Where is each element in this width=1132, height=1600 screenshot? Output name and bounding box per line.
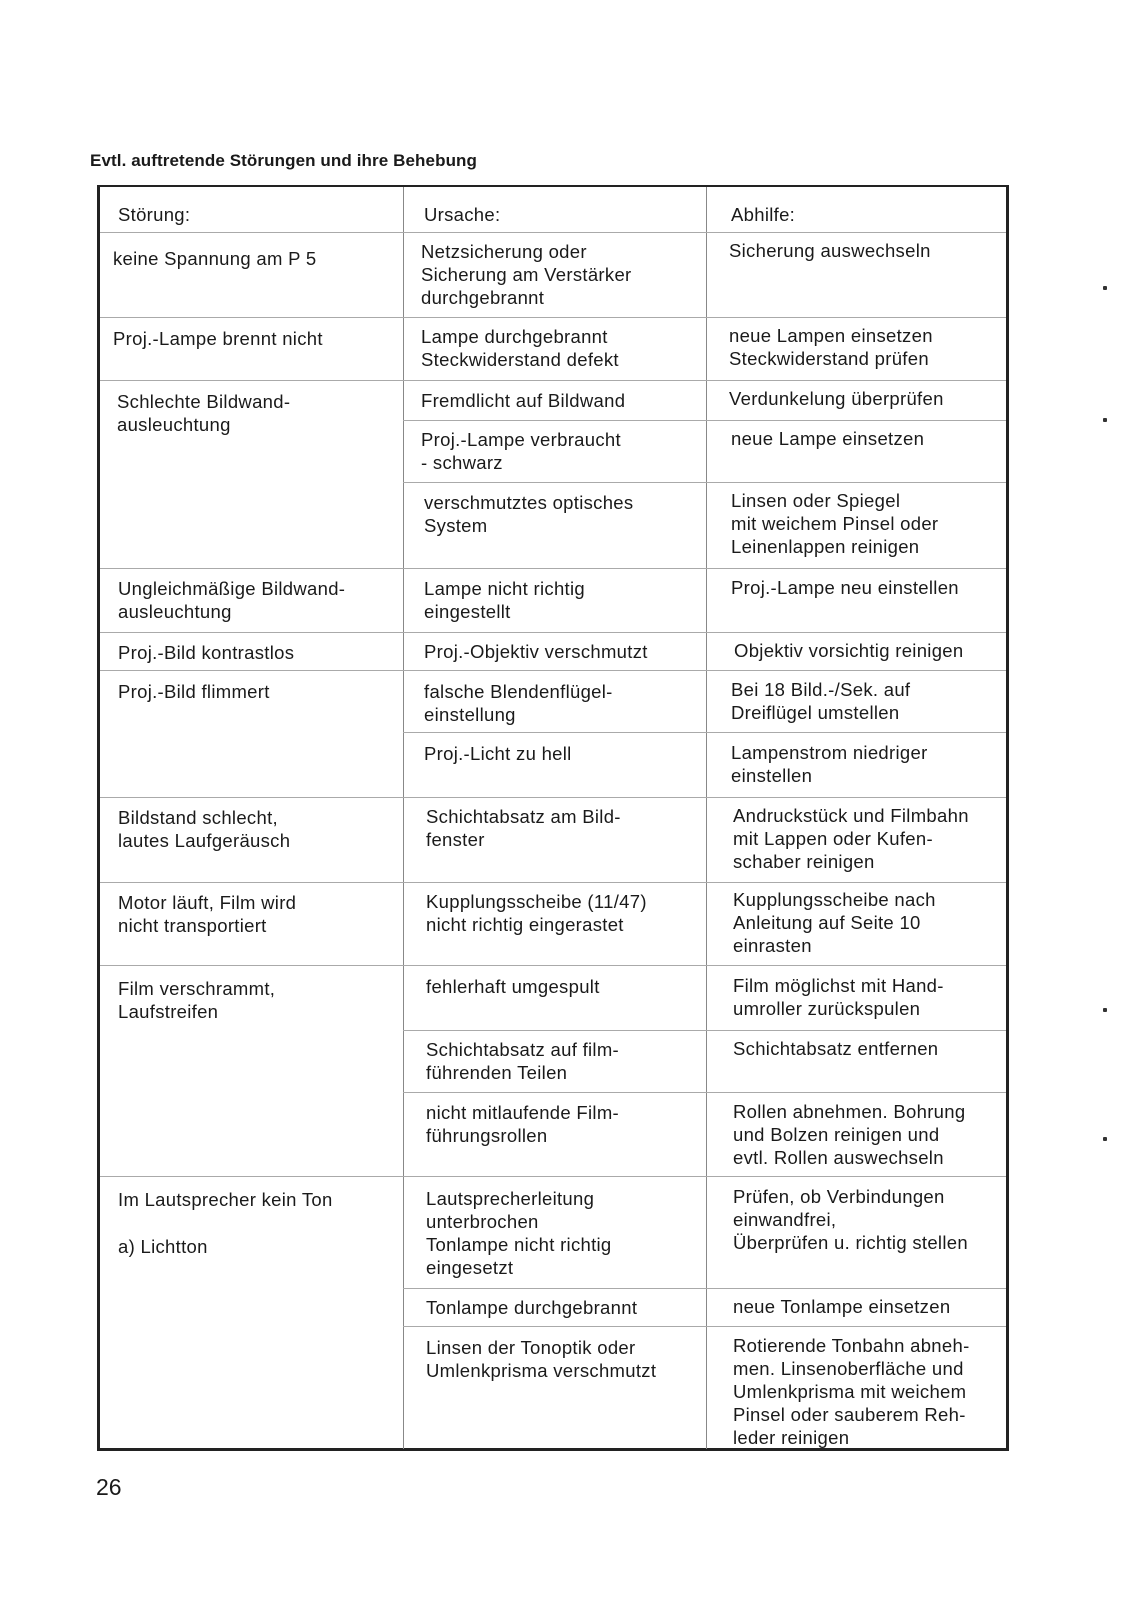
row-divider xyxy=(403,632,1006,633)
row-divider xyxy=(100,380,403,381)
row-divider xyxy=(403,1288,1006,1289)
abhilfe-cell: neue Lampen einsetzen Steckwiderstand prüfen xyxy=(729,325,933,369)
abhilfe-cell: Verdunkelung überprüfen xyxy=(729,388,944,409)
abhilfe-cell: Schichtabsatz entfernen xyxy=(733,1038,939,1059)
ursache-cell: Lampe nicht richtig eingestellt xyxy=(424,578,585,622)
stoerung-cell: Ungleichmäßige Bildwand- ausleuchtung xyxy=(118,578,346,622)
row-divider xyxy=(403,965,1006,966)
margin-mark xyxy=(1103,286,1107,290)
abhilfe-cell: neue Tonlampe einsetzen xyxy=(733,1296,951,1317)
abhilfe-cell: Lampenstrom niedriger einstellen xyxy=(731,742,928,786)
row-divider xyxy=(100,317,403,318)
stoerung-cell: Proj.-Bild flimmert xyxy=(118,681,270,702)
row-divider xyxy=(403,732,1006,733)
row-divider xyxy=(403,670,1006,671)
stoerung-cell: Proj.-Bild kontrastlos xyxy=(118,642,295,663)
margin-mark xyxy=(1103,418,1107,422)
row-divider xyxy=(403,1030,1006,1031)
row-divider xyxy=(100,1176,403,1177)
ursache-cell: Kupplungsscheibe (11/47) nicht richtig eingerastet xyxy=(426,891,647,935)
column-divider xyxy=(403,187,404,1449)
row-divider xyxy=(403,232,1006,233)
row-divider xyxy=(100,882,403,883)
stoerung-cell: Motor läuft, Film wird nicht transportiert xyxy=(118,892,297,936)
row-divider xyxy=(403,482,1006,483)
ursache-cell: Tonlampe durchgebrannt xyxy=(426,1297,638,1318)
stoerung-cell: Proj.-Lampe brennt nicht xyxy=(113,328,323,349)
margin-mark xyxy=(1103,1137,1107,1141)
ursache-cell: Proj.-Objektiv verschmutzt xyxy=(424,641,648,662)
ursache-cell: Lautsprecherleitung unterbrochen Tonlampe nicht richtig eingesetzt xyxy=(426,1188,612,1278)
ursache-cell: Schichtabsatz am Bild- fenster xyxy=(426,806,621,850)
ursache-cell: Schichtabsatz auf film- führenden Teilen xyxy=(426,1039,620,1083)
column-divider xyxy=(706,187,707,1449)
abhilfe-cell: Rotierende Tonbahn abneh- men. Linsenoberfläche und Umlenkprisma mit weichem Pinsel oder sauberem Reh- leder reinigen xyxy=(733,1335,970,1448)
abhilfe-cell: Linsen oder Spiegel mit weichem Pinsel oder Leinenlappen reinigen xyxy=(731,490,939,557)
stoerung-cell: Schlechte Bildwand- ausleuchtung xyxy=(117,391,291,435)
abhilfe-cell: neue Lampe einsetzen xyxy=(731,428,925,449)
stoerung-cell: a) Lichtton xyxy=(118,1236,208,1257)
row-divider xyxy=(403,1176,1006,1177)
row-divider xyxy=(100,670,403,671)
abhilfe-cell: Proj.-Lampe neu einstellen xyxy=(731,577,959,598)
row-divider xyxy=(100,232,403,233)
row-divider xyxy=(403,380,1006,381)
abhilfe-cell: Bei 18 Bild.-/Sek. auf Dreiflügel umstellen xyxy=(731,679,911,723)
row-divider xyxy=(403,420,1006,421)
row-divider xyxy=(403,1092,1006,1093)
row-divider xyxy=(100,632,403,633)
row-divider xyxy=(403,882,1006,883)
ursache-cell: Proj.-Licht zu hell xyxy=(424,743,572,764)
abhilfe-cell: Rollen abnehmen. Bohrung und Bolzen reinigen und evtl. Rollen auswechseln xyxy=(733,1101,966,1168)
ursache-cell: Proj.-Lampe verbraucht - schwarz xyxy=(421,429,621,473)
row-divider xyxy=(100,797,403,798)
column-header-abhilfe: Abhilfe: xyxy=(731,204,796,225)
ursache-cell: fehlerhaft umgespult xyxy=(426,976,600,997)
abhilfe-cell: Prüfen, ob Verbindungen einwandfrei, Überprüfen u. richtig stellen xyxy=(733,1186,968,1253)
page-title: Evtl. auftretende Störungen und ihre Behebung xyxy=(90,151,478,170)
ursache-cell: Lampe durchgebrannt Steckwiderstand defekt xyxy=(421,326,619,370)
column-header-stoerung: Störung: xyxy=(118,204,191,225)
abhilfe-cell: Sicherung auswechseln xyxy=(729,240,931,261)
abhilfe-cell: Objektiv vorsichtig reinigen xyxy=(734,640,964,661)
row-divider xyxy=(100,568,403,569)
page-number: 26 xyxy=(96,1474,122,1500)
ursache-cell: Fremdlicht auf Bildwand xyxy=(421,390,626,411)
ursache-cell: verschmutztes optisches System xyxy=(424,492,634,536)
ursache-cell: falsche Blendenflügel- einstellung xyxy=(424,681,613,725)
ursache-cell: Linsen der Tonoptik oder Umlenkprisma verschmutzt xyxy=(426,1337,657,1381)
column-header-ursache: Ursache: xyxy=(424,204,501,225)
stoerung-cell: Film verschrammt, Laufstreifen xyxy=(118,978,276,1022)
row-divider xyxy=(403,317,1006,318)
abhilfe-cell: Kupplungsscheibe nach Anleitung auf Seite 10 einrasten xyxy=(733,889,936,956)
abhilfe-cell: Andruckstück und Filmbahn mit Lappen oder Kufen- schaber reinigen xyxy=(733,805,969,872)
row-divider xyxy=(100,965,403,966)
ursache-cell: Netzsicherung oder Sicherung am Verstärker durchgebrannt xyxy=(421,241,632,308)
stoerung-cell: Bildstand schlecht, lautes Laufgeräusch xyxy=(118,807,291,851)
row-divider xyxy=(403,568,1006,569)
abhilfe-cell: Film möglichst mit Hand- umroller zurückspulen xyxy=(733,975,944,1019)
row-divider xyxy=(403,1326,1006,1327)
margin-mark xyxy=(1103,1008,1107,1012)
stoerung-cell: Im Lautsprecher kein Ton xyxy=(118,1189,333,1210)
stoerung-cell: keine Spannung am P 5 xyxy=(113,248,317,269)
row-divider xyxy=(403,797,1006,798)
ursache-cell: nicht mitlaufende Film- führungsrollen xyxy=(426,1102,619,1146)
